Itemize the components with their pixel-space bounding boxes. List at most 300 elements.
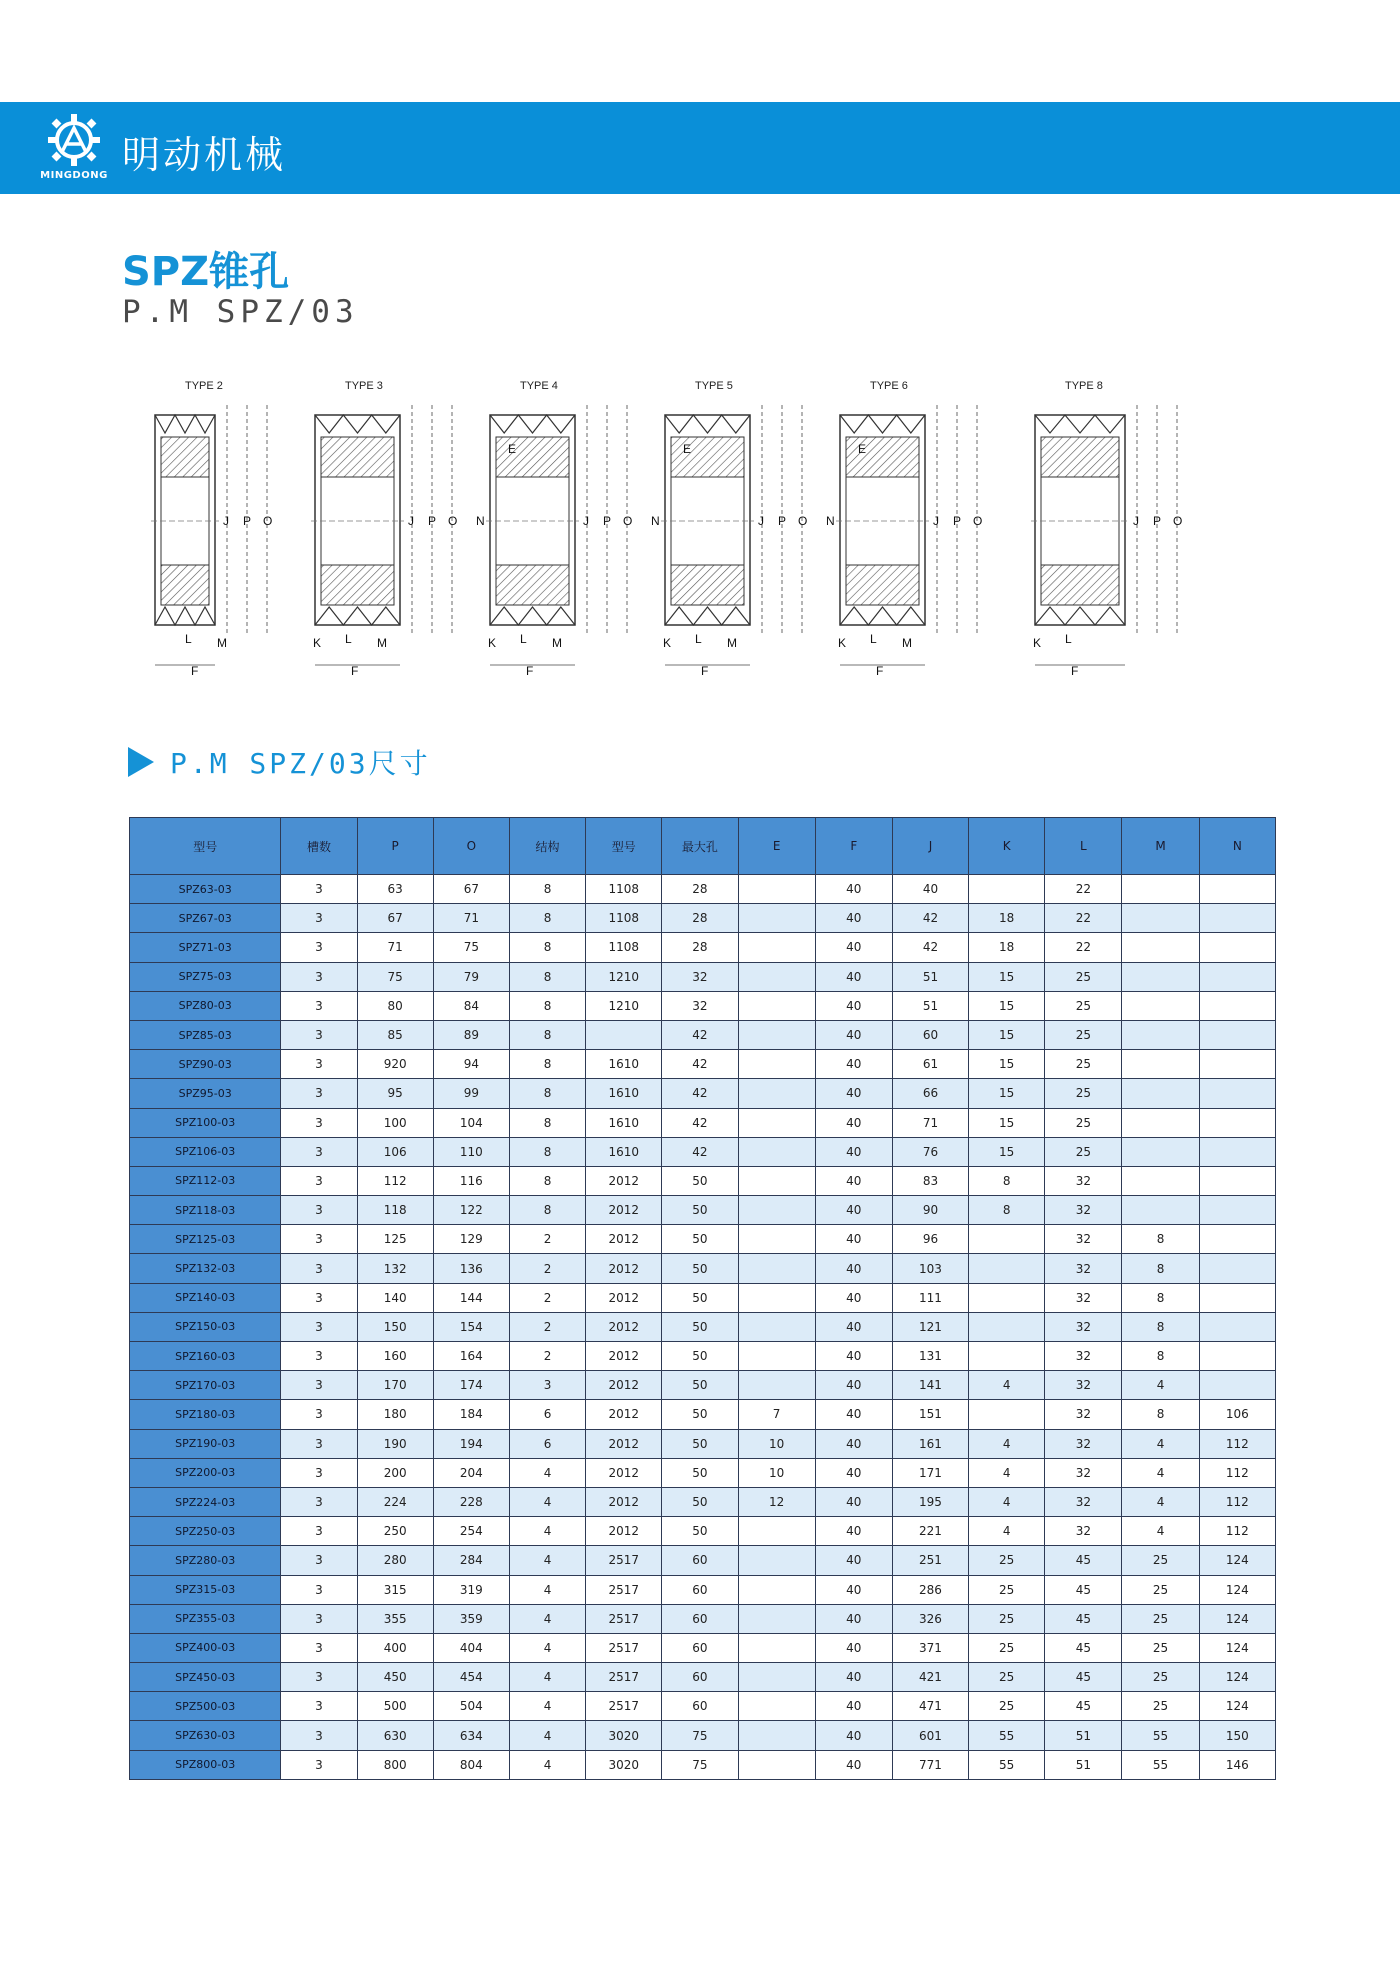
table-cell: 3 (281, 1633, 357, 1662)
table-cell: 4 (509, 1604, 585, 1633)
table-cell (586, 1020, 662, 1049)
table-cell: 40 (815, 1517, 892, 1546)
table-cell: 60 (662, 1575, 738, 1604)
diagram-type-label: TYPE 8 (1065, 380, 1103, 392)
dimension-label: E (858, 442, 867, 456)
table-cell (1199, 1108, 1275, 1137)
model-cell: SPZ95-03 (130, 1079, 281, 1108)
table-row (130, 1633, 1276, 1662)
table-cell: 103 (892, 1254, 968, 1283)
table-cell: 4 (969, 1458, 1045, 1487)
table-row (130, 1196, 1276, 1225)
table-cell: 8 (509, 1020, 585, 1049)
table-cell: 4 (1122, 1429, 1199, 1458)
table-cell: 4 (509, 1692, 585, 1721)
dimension-label: J (223, 514, 229, 528)
table-cell: 2012 (586, 1400, 662, 1429)
table-cell (1122, 1050, 1199, 1079)
table-cell (1199, 1342, 1275, 1371)
table-cell: 63 (357, 875, 433, 904)
model-cell: SPZ80-03 (130, 991, 281, 1020)
table-cell: 40 (815, 1633, 892, 1662)
dimension-label: O (1173, 514, 1183, 528)
header-bar (0, 102, 1400, 194)
table-cell: 3 (281, 904, 357, 933)
table-cell: 200 (357, 1458, 433, 1487)
diagram-type-label: TYPE 6 (870, 380, 908, 392)
table-cell: 22 (1045, 875, 1122, 904)
table-cell: 40 (815, 1050, 892, 1079)
table-row (130, 1458, 1276, 1487)
table-cell (969, 875, 1045, 904)
table-cell: 7 (738, 1400, 815, 1429)
table-cell: 8 (1122, 1400, 1199, 1429)
table-cell (969, 1342, 1045, 1371)
table-row (130, 1108, 1276, 1137)
table-cell: 45 (1045, 1663, 1122, 1692)
table-cell: 124 (1199, 1663, 1275, 1692)
table-cell (1122, 875, 1199, 904)
table-cell: 60 (662, 1692, 738, 1721)
table-cell: 32 (662, 962, 738, 991)
dimension-label: F (701, 664, 709, 678)
table-cell: 40 (815, 1020, 892, 1049)
table-cell: 800 (357, 1750, 433, 1779)
table-cell: 4 (969, 1517, 1045, 1546)
table-cell: 151 (892, 1400, 968, 1429)
table-cell: 3 (281, 1196, 357, 1225)
table-cell: 3 (281, 1225, 357, 1254)
table-cell: 204 (433, 1458, 509, 1487)
table-cell: 112 (1199, 1458, 1275, 1487)
table-cell: 75 (662, 1721, 738, 1750)
table-cell (969, 1312, 1045, 1341)
table-cell (1122, 1108, 1199, 1137)
table-cell: 228 (433, 1487, 509, 1516)
table-cell: 32 (1045, 1283, 1122, 1312)
model-cell: SPZ112-03 (130, 1166, 281, 1195)
table-cell: 2 (509, 1342, 585, 1371)
table-cell: 15 (969, 1108, 1045, 1137)
table-cell: 4 (509, 1458, 585, 1487)
model-cell: SPZ280-03 (130, 1546, 281, 1575)
table-cell (969, 1254, 1045, 1283)
table-cell: 224 (357, 1487, 433, 1516)
section-title: P.M SPZ/03尺寸 (170, 747, 431, 780)
dimension-label: P (1153, 514, 1162, 528)
table-cell: 95 (357, 1079, 433, 1108)
table-cell: 32 (1045, 1487, 1122, 1516)
table-cell: 28 (662, 875, 738, 904)
table-cell: 4 (969, 1429, 1045, 1458)
table-cell: 106 (1199, 1400, 1275, 1429)
table-cell: 55 (969, 1750, 1045, 1779)
table-cell: 8 (509, 1108, 585, 1137)
diagram-type-label: TYPE 5 (695, 380, 733, 392)
table-cell: 25 (1122, 1575, 1199, 1604)
table-cell: 3 (281, 1312, 357, 1341)
table-cell: 3 (281, 1020, 357, 1049)
table-cell: 2517 (586, 1604, 662, 1633)
table-cell: 2012 (586, 1429, 662, 1458)
table-cell: 32 (1045, 1517, 1122, 1546)
table-cell (738, 1050, 815, 1079)
table-cell: 60 (892, 1020, 968, 1049)
column-header: F (815, 818, 892, 875)
table-cell: 15 (969, 1137, 1045, 1166)
table-cell: 66 (892, 1079, 968, 1108)
table-cell: 25 (969, 1575, 1045, 1604)
table-cell: 2012 (586, 1371, 662, 1400)
table-cell: 4 (509, 1517, 585, 1546)
table-cell: 60 (662, 1633, 738, 1662)
table-cell (738, 1196, 815, 1225)
table-cell: 3 (281, 1254, 357, 1283)
model-cell: SPZ106-03 (130, 1137, 281, 1166)
table-cell: 25 (1045, 1137, 1122, 1166)
table-cell: 4 (509, 1721, 585, 1750)
table-cell: 284 (433, 1546, 509, 1575)
table-cell: 125 (357, 1225, 433, 1254)
table-row (130, 1487, 1276, 1516)
table-cell: 8 (509, 962, 585, 991)
table-cell: 40 (815, 1342, 892, 1371)
table-cell: 83 (892, 1166, 968, 1195)
table-cell (1199, 933, 1275, 962)
pulley-drawing (826, 380, 982, 678)
table-cell: 1610 (586, 1108, 662, 1137)
table-cell: 118 (357, 1196, 433, 1225)
triangle-right-icon (128, 747, 154, 777)
table-cell (1199, 1371, 1275, 1400)
table-cell: 15 (969, 1079, 1045, 1108)
dimension-label: P (428, 514, 437, 528)
table-cell: 60 (662, 1546, 738, 1575)
table-cell: 50 (662, 1371, 738, 1400)
column-header: 型号 (586, 818, 662, 875)
table-cell: 25 (1122, 1663, 1199, 1692)
column-header: E (738, 818, 815, 875)
table-cell: 45 (1045, 1633, 1122, 1662)
table-cell (738, 1254, 815, 1283)
pulley-drawing (651, 380, 807, 678)
table-cell: 40 (815, 1312, 892, 1341)
table-row (130, 1312, 1276, 1341)
table-cell: 450 (357, 1663, 433, 1692)
table-cell: 3 (281, 1050, 357, 1079)
table-cell: 3 (509, 1371, 585, 1400)
table-cell: 50 (662, 1166, 738, 1195)
table-cell: 2012 (586, 1225, 662, 1254)
table-cell: 71 (357, 933, 433, 962)
model-cell: SPZ800-03 (130, 1750, 281, 1779)
table-cell: 28 (662, 933, 738, 962)
table-cell (1199, 904, 1275, 933)
model-cell: SPZ500-03 (130, 1692, 281, 1721)
table-cell: 131 (892, 1342, 968, 1371)
table-cell: 3 (281, 1371, 357, 1400)
table-cell: 40 (815, 1225, 892, 1254)
table-cell: 40 (815, 1400, 892, 1429)
table-cell: 3 (281, 875, 357, 904)
table-cell: 184 (433, 1400, 509, 1429)
table-cell (738, 1079, 815, 1108)
dimension-label: F (191, 664, 199, 678)
table-cell: 146 (1199, 1750, 1275, 1779)
table-cell (1199, 1137, 1275, 1166)
dimension-label: N (826, 514, 835, 528)
table-cell: 3 (281, 1137, 357, 1166)
table-cell: 10 (738, 1429, 815, 1458)
pulley-type-drawings (140, 375, 1270, 705)
table-cell: 150 (357, 1312, 433, 1341)
table-cell: 51 (1045, 1750, 1122, 1779)
table-cell (1199, 1166, 1275, 1195)
model-cell: SPZ180-03 (130, 1400, 281, 1429)
table-cell: 8 (509, 991, 585, 1020)
table-cell (1122, 1137, 1199, 1166)
table-cell: 1610 (586, 1050, 662, 1079)
table-cell: 3 (281, 1750, 357, 1779)
table-cell: 50 (662, 1283, 738, 1312)
dimension-label: E (508, 442, 517, 456)
table-cell: 319 (433, 1575, 509, 1604)
table-cell: 8 (969, 1196, 1045, 1225)
table-cell: 471 (892, 1692, 968, 1721)
dimension-label: M (217, 636, 227, 650)
table-cell: 920 (357, 1050, 433, 1079)
table-cell: 12 (738, 1487, 815, 1516)
table-cell: 15 (969, 1020, 1045, 1049)
table-cell: 40 (815, 1458, 892, 1487)
model-cell: SPZ630-03 (130, 1721, 281, 1750)
table-cell: 141 (892, 1371, 968, 1400)
table-cell: 124 (1199, 1546, 1275, 1575)
table-cell (738, 1692, 815, 1721)
table-row (130, 1371, 1276, 1400)
table-cell: 40 (815, 1487, 892, 1516)
dimension-label: K (838, 636, 847, 650)
table-cell: 94 (433, 1050, 509, 1079)
table-cell (1199, 1079, 1275, 1108)
table-row (130, 1137, 1276, 1166)
table-cell (1122, 991, 1199, 1020)
table-cell: 8 (1122, 1254, 1199, 1283)
table-cell: 1108 (586, 875, 662, 904)
table-cell: 25 (1045, 1020, 1122, 1049)
table-cell: 75 (433, 933, 509, 962)
table-cell: 96 (892, 1225, 968, 1254)
table-cell: 50 (662, 1400, 738, 1429)
table-cell (738, 1166, 815, 1195)
table-row (130, 1429, 1276, 1458)
table-cell: 2517 (586, 1633, 662, 1662)
table-cell (738, 1342, 815, 1371)
table-row (130, 1517, 1276, 1546)
table-cell: 67 (433, 875, 509, 904)
dimension-table (129, 817, 1276, 1780)
column-header: M (1122, 818, 1199, 875)
table-cell: 251 (892, 1546, 968, 1575)
table-cell: 150 (1199, 1721, 1275, 1750)
table-cell (738, 1721, 815, 1750)
diagram-type-label: TYPE 2 (185, 380, 223, 392)
table-cell: 25 (969, 1692, 1045, 1721)
table-cell: 121 (892, 1312, 968, 1341)
model-cell: SPZ450-03 (130, 1663, 281, 1692)
section-heading (128, 742, 431, 782)
table-row (130, 1342, 1276, 1371)
table-cell: 601 (892, 1721, 968, 1750)
table-cell: 42 (662, 1079, 738, 1108)
table-cell: 22 (1045, 933, 1122, 962)
table-cell (1122, 933, 1199, 962)
table-cell (1122, 1079, 1199, 1108)
table-cell: 3 (281, 1166, 357, 1195)
model-cell: SPZ200-03 (130, 1458, 281, 1487)
table-cell: 25 (1045, 1079, 1122, 1108)
table-row (130, 904, 1276, 933)
table-cell: 3 (281, 1342, 357, 1371)
model-cell: SPZ100-03 (130, 1108, 281, 1137)
dimension-label: K (663, 636, 672, 650)
table-cell: 2 (509, 1283, 585, 1312)
table-cell: 42 (662, 1108, 738, 1137)
table-cell: 8 (509, 904, 585, 933)
table-cell: 132 (357, 1254, 433, 1283)
table-cell: 80 (357, 991, 433, 1020)
model-cell: SPZ150-03 (130, 1312, 281, 1341)
table-cell: 8 (1122, 1225, 1199, 1254)
table-cell: 40 (815, 1663, 892, 1692)
table-cell: 71 (433, 904, 509, 933)
table-cell: 6 (509, 1400, 585, 1429)
table-cell (738, 1575, 815, 1604)
table-cell (1199, 1050, 1275, 1079)
table-cell: 100 (357, 1108, 433, 1137)
table-cell: 371 (892, 1633, 968, 1662)
table-cell: 32 (1045, 1458, 1122, 1487)
table-cell: 45 (1045, 1604, 1122, 1633)
table-cell: 104 (433, 1108, 509, 1137)
table-cell: 2012 (586, 1312, 662, 1341)
dimension-label: L (870, 632, 877, 646)
table-cell (738, 1225, 815, 1254)
column-header: P (357, 818, 433, 875)
table-cell (738, 1312, 815, 1341)
table-row (130, 1283, 1276, 1312)
table-cell: 280 (357, 1546, 433, 1575)
table-cell: 3 (281, 1458, 357, 1487)
dimension-label: F (876, 664, 884, 678)
dimension-label: M (552, 636, 562, 650)
table-cell: 112 (1199, 1429, 1275, 1458)
table-row (130, 1692, 1276, 1721)
model-cell: SPZ224-03 (130, 1487, 281, 1516)
column-header: N (1199, 818, 1275, 875)
table-cell: 110 (433, 1137, 509, 1166)
table-cell (969, 1283, 1045, 1312)
table-cell: 25 (969, 1663, 1045, 1692)
table-cell (738, 1663, 815, 1692)
table-cell: 50 (662, 1429, 738, 1458)
table-cell: 2012 (586, 1458, 662, 1487)
table-cell: 3 (281, 1604, 357, 1633)
table-cell: 45 (1045, 1692, 1122, 1721)
table-cell (1122, 1020, 1199, 1049)
table-cell: 67 (357, 904, 433, 933)
model-cell: SPZ400-03 (130, 1633, 281, 1662)
pulley-drawing (476, 380, 632, 678)
table-cell: 771 (892, 1750, 968, 1779)
table-cell: 4 (1122, 1487, 1199, 1516)
model-cell: SPZ250-03 (130, 1517, 281, 1546)
table-row (130, 1254, 1276, 1283)
dimension-label: L (345, 632, 352, 646)
table-cell: 1108 (586, 904, 662, 933)
table-cell: 164 (433, 1342, 509, 1371)
table-cell: 1210 (586, 991, 662, 1020)
table-cell: 25 (1122, 1633, 1199, 1662)
dimension-label: J (583, 514, 589, 528)
table-cell: 124 (1199, 1692, 1275, 1721)
table-cell: 3 (281, 1429, 357, 1458)
model-cell: SPZ190-03 (130, 1429, 281, 1458)
table-cell: 2012 (586, 1487, 662, 1516)
table-cell (738, 1108, 815, 1137)
dimension-label: K (488, 636, 497, 650)
model-cell: SPZ118-03 (130, 1196, 281, 1225)
dimension-label: L (695, 632, 702, 646)
table-cell: 129 (433, 1225, 509, 1254)
table-cell: 61 (892, 1050, 968, 1079)
table-cell: 40 (815, 1079, 892, 1108)
table-cell: 112 (357, 1166, 433, 1195)
table-cell: 42 (892, 933, 968, 962)
table-cell: 40 (815, 1137, 892, 1166)
table-cell (738, 991, 815, 1020)
model-cell: SPZ125-03 (130, 1225, 281, 1254)
table-cell: 25 (969, 1546, 1045, 1575)
table-cell: 4 (1122, 1517, 1199, 1546)
table-cell: 3 (281, 1721, 357, 1750)
table-cell: 79 (433, 962, 509, 991)
table-cell (1199, 1196, 1275, 1225)
table-header-row (130, 818, 1276, 875)
table-cell (1199, 991, 1275, 1020)
column-header: 型号 (130, 818, 281, 875)
dimension-label: M (377, 636, 387, 650)
table-row (130, 1225, 1276, 1254)
table-cell: 40 (815, 1283, 892, 1312)
logo (36, 112, 112, 186)
table-cell: 8 (1122, 1312, 1199, 1341)
model-cell: SPZ170-03 (130, 1371, 281, 1400)
table-cell: 154 (433, 1312, 509, 1341)
table-cell: 40 (815, 1166, 892, 1195)
table-cell: 40 (815, 933, 892, 962)
table-cell: 10 (738, 1458, 815, 1487)
table-cell: 3 (281, 1692, 357, 1721)
dimension-label: F (526, 664, 534, 678)
table-cell: 4 (509, 1546, 585, 1575)
table-cell: 25 (1122, 1604, 1199, 1633)
table-cell: 90 (892, 1196, 968, 1225)
table-cell (1199, 1225, 1275, 1254)
dimension-label: O (263, 514, 273, 528)
table-cell: 40 (815, 1196, 892, 1225)
table-cell: 3 (281, 933, 357, 962)
